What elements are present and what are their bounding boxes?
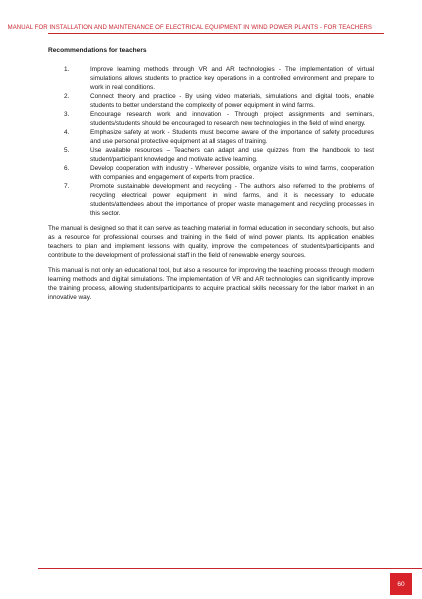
body-paragraph: This manual is not only an educational tool, but also a resource for improving the teaching process through modern learning methods and digital simulations. The implementation of VR and AR technologies can significantly improve the training process, allowing students/participants to acquire practical skills necessary for the labor market in an innovative way. — [48, 267, 374, 301]
list-item — [48, 164, 374, 182]
list-item-text: Promote sustainable development and recycling - The authors also referred to the problems of recycling electrical power equipment in wind farms, and it is necessary to educate students/attendees about the importance of proper waste management and recycling processes in this sector. — [90, 183, 374, 217]
header-rule — [48, 33, 384, 34]
list-item-text: Improve learning methods through VR and AR technologies - The implementation of virtual simulations allows students to practice key operations in a controlled environment and prepare to work in real conditions. — [90, 66, 374, 91]
list-item — [48, 128, 374, 146]
list-item-text: Connect theory and practice - By using video materials, simulations and digital tools, enable students to better understand the complexity of power equipment in wind farms. — [90, 93, 374, 109]
page-content — [48, 46, 374, 308]
body-paragraph: The manual is designed so that it can serve as teaching material in formal education in secondary schools, but also as a resource for professional courses and training in the field of wind power plants. Its application enables teachers to plan and implement lessons with quality, improve the competences of students/participants and contribute to the development of professional staff in the field of renewable energy sources. — [48, 225, 374, 259]
list-item-text: Encourage research work and innovation - Through project assignments and seminars, students/students should be encouraged to research new technologies in the field of wind energy. — [90, 111, 374, 127]
list-item-number: 4. — [64, 129, 70, 136]
section-heading: Recommendations for teachers — [48, 47, 147, 54]
list-item-text: Develop cooperation with industry - Wherever possible, organize visits to wind farms, cooperation with companies and engagement of experts from practice. — [90, 165, 374, 181]
list-item-number: 6. — [64, 165, 70, 172]
page-header — [0, 0, 422, 34]
list-item-number: 3. — [64, 111, 70, 118]
list-item — [48, 110, 374, 128]
page-number-badge — [390, 573, 412, 595]
list-item-text: Use available resources – Teachers can adapt and use quizzes from the handbook to test student/participant knowledge and motivate active learning. — [90, 147, 374, 163]
page-number: 60 — [397, 580, 405, 588]
footer-rule — [38, 568, 422, 569]
list-item-number: 5. — [64, 147, 70, 154]
list-item — [48, 182, 374, 218]
list-item-number: 2. — [64, 93, 70, 100]
list-item-number: 7. — [64, 183, 70, 190]
header-title: MANUAL FOR INSTALLATION AND MAINTENANCE OF ELECTRICAL EQUIPMENT IN WIND POWER PLANTS - FOR TEACHERS — [7, 25, 372, 31]
list-item-text: Emphasize safety at work - Students must become aware of the importance of safety procedures and use personal protective equipment at all stages of training. — [90, 129, 374, 145]
recommendations-list — [48, 65, 374, 218]
list-item — [48, 92, 374, 110]
list-item — [48, 65, 374, 92]
list-item-number: 1. — [64, 66, 70, 73]
list-item — [48, 146, 374, 164]
